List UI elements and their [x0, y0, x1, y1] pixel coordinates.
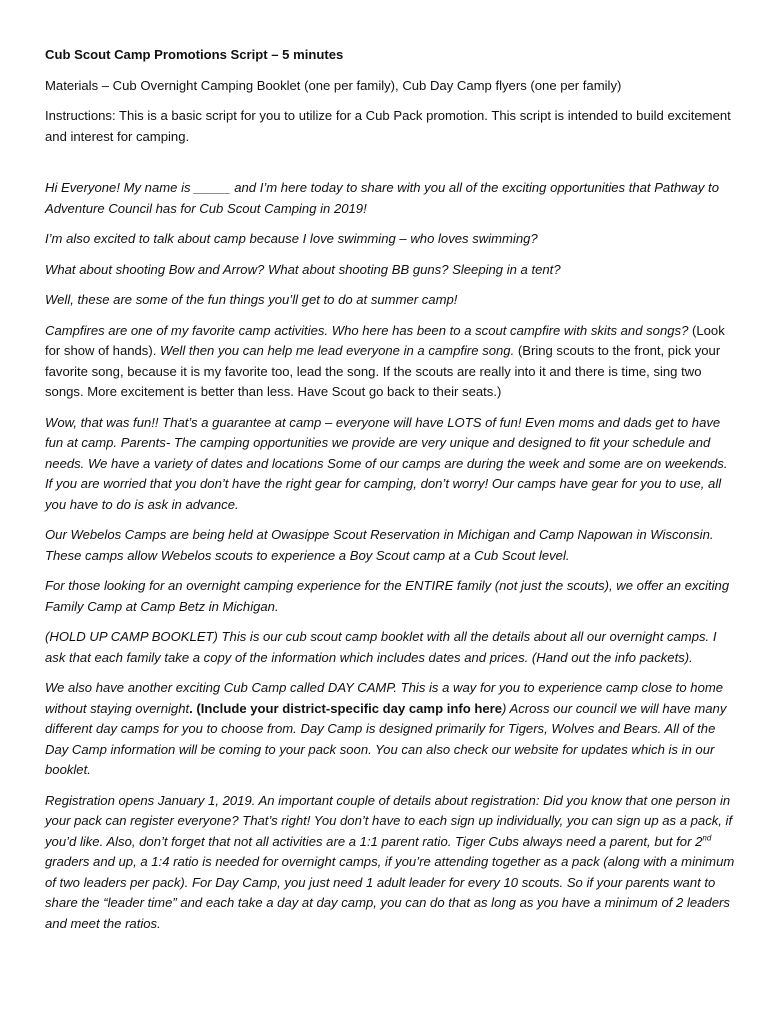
script-camp-booklet: (HOLD UP CAMP BOOKLET) This is our cub scout camp booklet with all the details about all our overnight camps. I ask that each family take a copy of the information which includes dates and prices. (Hand out the info packets). [45, 629, 717, 665]
script-campfire [45, 321, 735, 403]
district-info-note: . (Include your district-specific day camp info here [189, 700, 502, 716]
script-registration [45, 791, 735, 935]
script-shooting: What about shooting Bow and Arrow? What about shooting BB guns? Sleeping in a tent? [45, 261, 561, 277]
registration-part-2: graders and up, a 1:4 ratio is needed for overnight camps, if you’re attending together as a pack (along with a minimum of two leaders per pack). For Day Camp, you just need 1 adult leader for every 10 scouts. So if your parents want to share the “leader time” and each take a day at day camp, you can do that as long as you have a minimum of 2 leaders and meet the ratios. [45, 854, 735, 931]
registration-part-1: Registration opens January 1, 2019. An important couple of details about registration: Did you know that one person in your pack can register everyone? That’s right! You don’t have to each sign up individually, you can sign up as a pack, if you’d like. Also, don’t forget that not all activities are a 1:1 parent ratio. Tiger Cubs always need a parent, but for 2 [45, 792, 733, 849]
campfire-song-line: Well then you can help me lead everyone in a campfire song. [160, 343, 515, 358]
script-intro: Hi Everyone! My name is _____ and I’m here today to share with you all of the exciting opportunities that Pathway to Adventure Council has for Cub Scout Camping in 2019! [45, 180, 719, 216]
day-camp-intro: We also have another exciting Cub Camp called DAY CAMP. This is a way for you to experience camp close to home without staying overnight [45, 680, 724, 716]
spacer [45, 157, 735, 178]
script-summer-camp: Well, these are some of the fun things you’ll get to do at summer camp! [45, 292, 458, 307]
campfire-question: Campfires are one of my favorite camp activities. Who here has been to a scout campfire with skits and songs? [45, 322, 689, 338]
script-parents: Wow, that was fun!! That’s a guarantee at camp – everyone will have LOTS of fun! Even moms and dads get to have fun at camp. Parents- The camping opportunities we provide are very unique and designed to fit your schedule and needs. We have a variety of dates and locations Some of our camps are during the week and some are on weekends. If you are worried that you don’t have the right gear for camping, don’t worry! Our camps have gear for you to use, all you have to do is ask in advance. [45, 414, 728, 512]
script-webelos-camps: Our Webelos Camps are being held at Owasippe Scout Reservation in Michigan and Camp Napowan in Wisconsin. These camps allow Webelos scouts to experience a Boy Scout camp at a Cub Scout level. [45, 527, 714, 563]
document-page [45, 45, 735, 944]
instructions-paragraph: Instructions: This is a basic script for you to utilize for a Cub Pack promotion. This script is intended to build excitement and interest for camping. [45, 108, 731, 144]
campfire-direction-1: (Look for show of hands). [45, 322, 725, 358]
script-family-camp: For those looking for an overnight camping experience for the ENTIRE family (not just the scouts), we offer an exciting Family Camp at Camp Betz in Michigan. [45, 578, 730, 614]
materials-line: Materials – Cub Overnight Camping Booklet (one per family), Cub Day Camp flyers (one per family) [45, 77, 622, 93]
ordinal-suffix: nd [702, 833, 712, 843]
script-day-camp [45, 678, 735, 781]
day-camp-details: ) Across our council we will have many different day camps for you to choose from. Day Camp is designed primarily for Tigers, Wolves and Bears. All of the Day Camp information will be coming to your pack soon. You can also check our website for updates which is in our booklet. [45, 700, 727, 777]
document-title: Cub Scout Camp Promotions Script – 5 minutes [45, 47, 344, 62]
script-swimming: I’m also excited to talk about camp because I love swimming – who loves swimming? [45, 231, 538, 246]
campfire-direction-2: (Bring scouts to the front, pick your favorite song, because it is my favorite too, lead the song. If the scouts are really into it and there is time, sing two songs. More excitement is better than less. Have Scout go back to their seats.) [45, 343, 721, 399]
